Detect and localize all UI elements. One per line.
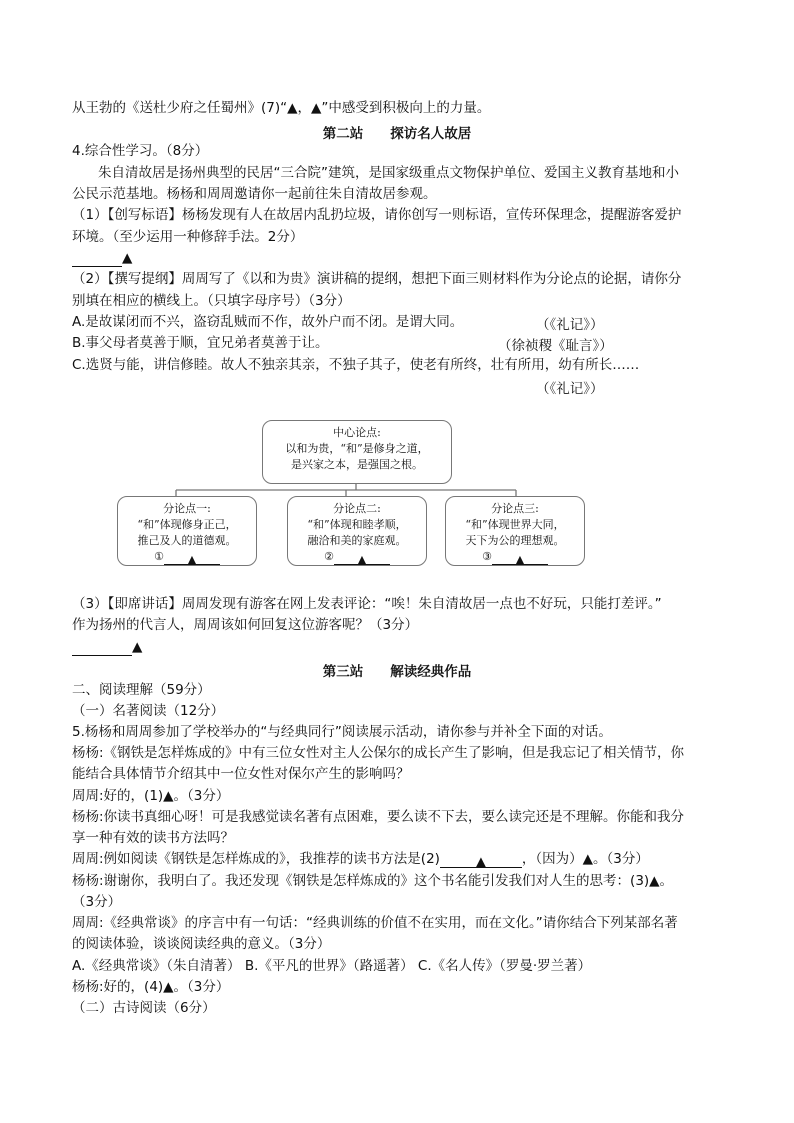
sub3-blank[interactable] — [446, 549, 584, 565]
center-line2: 是兴家之本，是强国之根。 — [291, 458, 423, 471]
q4-2-line2: 别填在相应的横线上。（只填字母序号）（3分） — [72, 293, 351, 309]
center-title: 中心论点: — [333, 426, 381, 439]
sub2-line1: “和”体现和睦孝顺， — [307, 518, 407, 531]
intro-para-2: 公民示范基地。杨杨和周周邀请你一起前往朱自清故居参观。 — [72, 186, 437, 202]
sub3-line2: 天下为公的理想观。 — [465, 534, 565, 547]
q4-3-line2: 作为扬州的代言人，周周该如何回复这位游客呢？（3分） — [72, 617, 419, 633]
sub2-line2: 融洽和美的家庭观。 — [307, 534, 407, 547]
dialog-4-blank[interactable] — [440, 853, 522, 868]
question-5: 5.杨杨和周周参加了学校举办的“与经典同行”阅读展示活动，请你参与并补全下面的对话。 — [72, 724, 612, 740]
answer-triangle-icon: ▲ — [122, 250, 133, 266]
q4-3-answer[interactable] — [72, 638, 142, 656]
material-c: C.选贤与能，讲信修睦。故人不独亲其亲，不独子其子，使老有所终，壮有所用，幼有所长…… — [72, 357, 640, 373]
q4-2-line1: （2）【撰写提纲】周周写了《以和为贵》演讲稿的提纲，想把下面三则材料作为分论点的论据，请你分 — [72, 271, 682, 287]
sub3-num: ③ — [482, 550, 492, 563]
q4-3-line1: （3）【即席讲话】周周发现有游客在网上发表评论：“唉！朱自清故居一点也不好玩，只能打差评。” — [72, 596, 662, 612]
sub2-num: ② — [324, 550, 334, 563]
sub1-triangle-icon: ▲ — [187, 553, 197, 566]
sub-argument-2-box — [287, 496, 427, 566]
material-b: B.事父母者莫善于顺，宜兄弟者莫善于让。 — [72, 335, 329, 351]
dialog-4-post: ，（因为）▲。（3分） — [521, 851, 649, 867]
dialog-4 — [72, 850, 649, 868]
book-options: A.《经典常谈》（朱自清著） B.《平凡的世界》（路遥著） C.《名人传》（罗曼·罗兰著） — [72, 958, 592, 974]
material-a: A.是故谋闭而不兴，盗窃乱贼而不作，故外户而不闭。是谓大同。 — [72, 314, 464, 330]
dialog-1-line1: 杨杨:《钢铁是怎样炼成的》中有三位女性对主人公保尔的成长产生了影响，但是我忘记了相关情节，你 — [72, 745, 685, 761]
dialog-4-triangle-icon: ▲ — [475, 854, 487, 870]
question-4: 4.综合性学习。（8分） — [72, 143, 209, 159]
section-2-heading: 二、阅读理解（59分） — [72, 682, 211, 698]
dialog-1-line2: 能结合具体情节介绍其中一位女性对保尔产生的影响吗？ — [72, 766, 410, 782]
dialog-6-line1: 周周:《经典常谈》的序言中有一句话：“经典训练的价值不在实用，而在文化。”请你结合下列某部名著 — [72, 915, 678, 931]
center-line1: 以和为贵，“和”是修身之道， — [285, 442, 429, 455]
dialog-5: 杨杨:谢谢你，我明白了。我还发现《钢铁是怎样炼成的》这个书名能引发我们对人生的思考：(3)▲。 — [72, 873, 674, 889]
sub1-line2: 推己及人的道德观。 — [137, 534, 237, 547]
q4-1-line2: 环境。（至少运用一种修辞手法。2分） — [72, 229, 304, 245]
dialog-7: 杨杨:好的，(4)▲。（3分） — [72, 979, 230, 995]
intro-para-1: 朱自清故居是扬州典型的民居“三合院”建筑，是国家级重点文物保护单位、爱国主义教育基地和小 — [98, 165, 679, 181]
sub1-title: 分论点一: — [163, 502, 211, 515]
subsection-2-heading: （二）古诗阅读（6分） — [72, 1000, 216, 1016]
dialog-3-line2: 享一种有效的读书方法吗？ — [72, 830, 234, 846]
sub1-line1: “和”体现修身正己， — [137, 518, 237, 531]
dialog-3-line1: 杨杨:你读书真细心呀！可是我感觉读名著有点困难，要么读不下去，要么读完还是不理解。你能和我分 — [72, 809, 685, 825]
sub-argument-1-box — [117, 496, 257, 566]
center-argument-box — [262, 420, 452, 484]
sub3-line1: “和”体现世界大同， — [465, 518, 565, 531]
sub2-blank[interactable] — [288, 549, 426, 565]
line-wangbo: 从王勃的《送杜少府之任蜀州》(7)“▲，▲”中感受到积极向上的力量。 — [72, 100, 491, 116]
sub3-title: 分论点三: — [491, 502, 539, 515]
dialog-6-line2: 的阅读体验，谈谈阅读经典的意义。（3分） — [72, 936, 331, 952]
dialog-5-score: （3分） — [72, 894, 122, 910]
subsection-1-heading: （一）名著阅读（12分） — [72, 703, 225, 719]
dialog-2: 周周:好的，(1)▲。（3分） — [72, 788, 230, 804]
dialog-4-pre: 周周:例如阅读《钢铁是怎样炼成的》，我推荐的读书方法是(2) — [72, 851, 440, 867]
sub1-num: ① — [154, 550, 164, 563]
sub-argument-3-box — [445, 496, 585, 566]
sub2-triangle-icon: ▲ — [357, 553, 367, 566]
material-a-source: （《礼记》） — [536, 317, 604, 333]
material-c-source: （《礼记》） — [536, 381, 604, 397]
sub2-title: 分论点二: — [333, 502, 381, 515]
material-b-source: （徐祯稷《耻言》） — [498, 338, 613, 354]
answer-triangle-icon: ▲ — [132, 639, 143, 655]
sub3-triangle-icon: ▲ — [515, 553, 525, 566]
sub1-blank[interactable] — [118, 549, 256, 565]
station-3-title: 第三站 解读经典作品 — [322, 664, 472, 680]
q4-1-line1: （1）【创写标语】杨杨发现有人在故居内乱扔垃圾，请你创写一则标语，宣传环保理念，提醒游客爱护 — [72, 207, 682, 223]
station-2-title: 第二站 探访名人故居 — [322, 126, 472, 142]
